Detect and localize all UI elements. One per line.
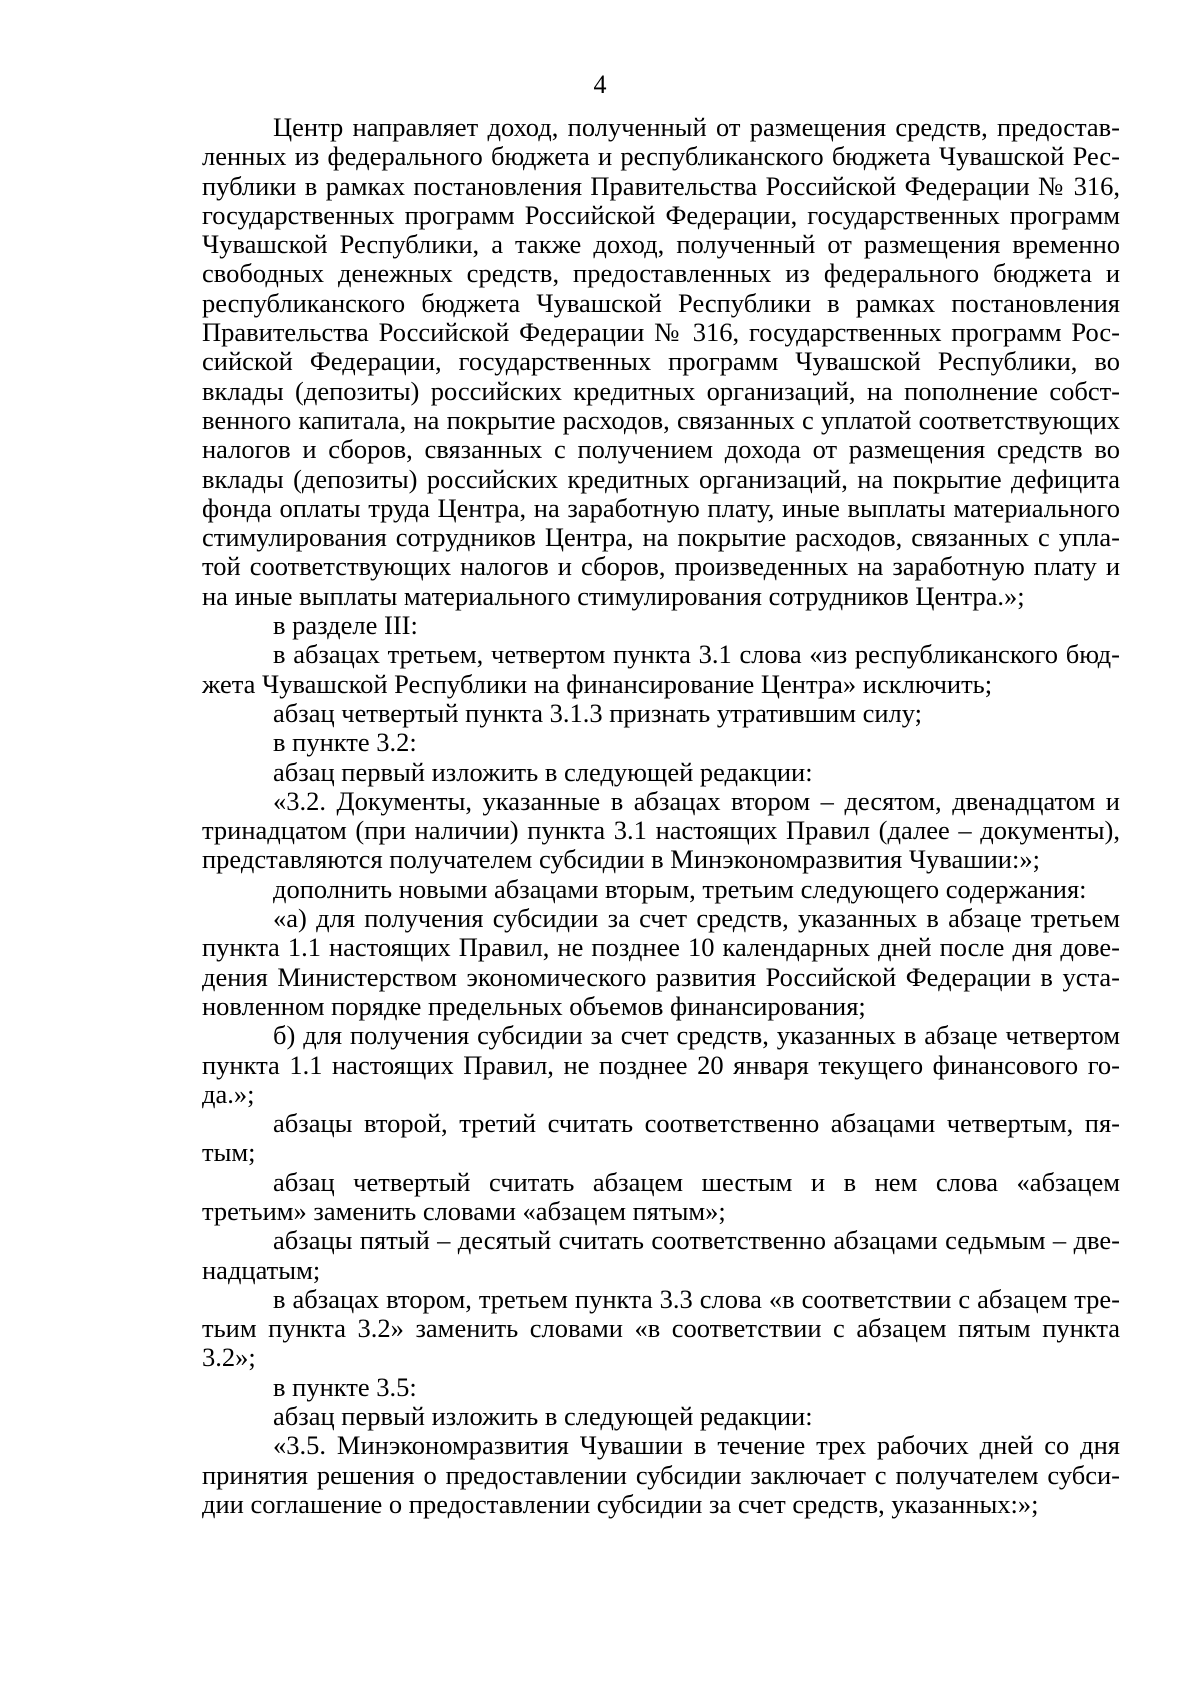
paragraph: в пункте 3.5: — [273, 1371, 417, 1402]
paragraph: абзац четвертый пункта 3.1.3 признать утратившим силу; — [273, 697, 923, 728]
paragraph: в абзацах втором, третьем пункта 3.3 слова «в соответствии с абзацем третьим пункта 3.2» заменить словами «в соответствии с абзацем пятым пункта 3.2»; — [202, 1283, 1120, 1373]
paragraph: абзацы второй, третий считать соответственно абзацами четвертым, пятым; — [202, 1108, 1120, 1168]
paragraph: абзац четвертый считать абзацем шестым и в нем слова «абзацем третьим» заменить словами «абзацем пятым»; — [202, 1166, 1120, 1226]
paragraph: б) для получения субсидии за счет средств, указанных в абзаце четвертом пункта 1.1 настоящих Правил, не позднее 20 января текущего финансового года.»; — [202, 1020, 1120, 1109]
paragraph: «3.5. Минэкономразвития Чувашии в течение трех рабочих дней со дня принятия решения о предоставлении субсидии заключает с получателем субсидии соглашение о предоставлении субсидии за счет средств, указанных:»; — [202, 1430, 1120, 1519]
paragraph: в абзацах третьем, четвертом пункта 3.1 слова «из республиканского бюджета Чувашской Республики на финансирование Центра» исключить; — [202, 639, 1120, 699]
paragraph: в разделе III: — [273, 610, 418, 641]
paragraph: Центр направляет доход, полученный от размещения средств, предоставленных из федерального бюджета и республиканского бюджета Чувашской Республики в рамках постановления Правительства Российской Федерации № 316, государственных программ Российской Федерации, государственных программ Чувашской Республики, а также доход, полученный от размещения временно свободных денежных средств, предоставленных из федерального бюджета и республиканского бюджета Чувашской Республики в рамках постановления Правительства Российской Федерации № 316, государственных программ Российской Федерации, государственных программ Чувашской Республики, во вклады (депозиты) российских кредитных организаций, на пополнение собственного капитала, на покрытие расходов, связанных с уплатой соответствующих налогов и сборов, связанных с получением дохода от размещения средств во вклады (депозиты) российских кредитных организаций, на покрытие дефицита фонда оплаты труда Центра, на заработную плату, иные выплаты материального стимулирования сотрудников Центра, на покрытие расходов, связанных с уплатой соответствующих налогов и сборов, произведенных на заработную плату и на иные выплаты материального стимулирования сотрудников Центра.»; — [202, 112, 1120, 611]
paragraph: «а) для получения субсидии за счет средств, указанных в абзаце третьем пункта 1.1 настоящих Правил, не позднее 10 календарных дней после дня доведения Министерством экономического развития Российской Федерации в установленном порядке предельных объемов финансирования; — [202, 903, 1120, 1021]
paragraph: в пункте 3.2: — [273, 727, 417, 758]
paragraph: абзац первый изложить в следующей редакции: — [273, 1401, 813, 1432]
paragraph: «3.2. Документы, указанные в абзацах втором – десятом, двенадцатом и тринадцатом (при наличии) пункта 3.1 настоящих Правил (далее – документы), представляются получателем субсидии в Минэкономразвития Чувашии:»; — [202, 785, 1120, 875]
page-number: 4 — [593, 70, 607, 99]
paragraph: абзац первый изложить в следующей редакции: — [273, 756, 813, 787]
document-body — [202, 113, 1120, 1519]
paragraph: дополнить новыми абзацами вторым, третьим следующего содержания: — [273, 873, 1087, 904]
paragraph: абзацы пятый – десятый считать соответственно абзацами седьмым – двенадцатым; — [202, 1225, 1120, 1285]
